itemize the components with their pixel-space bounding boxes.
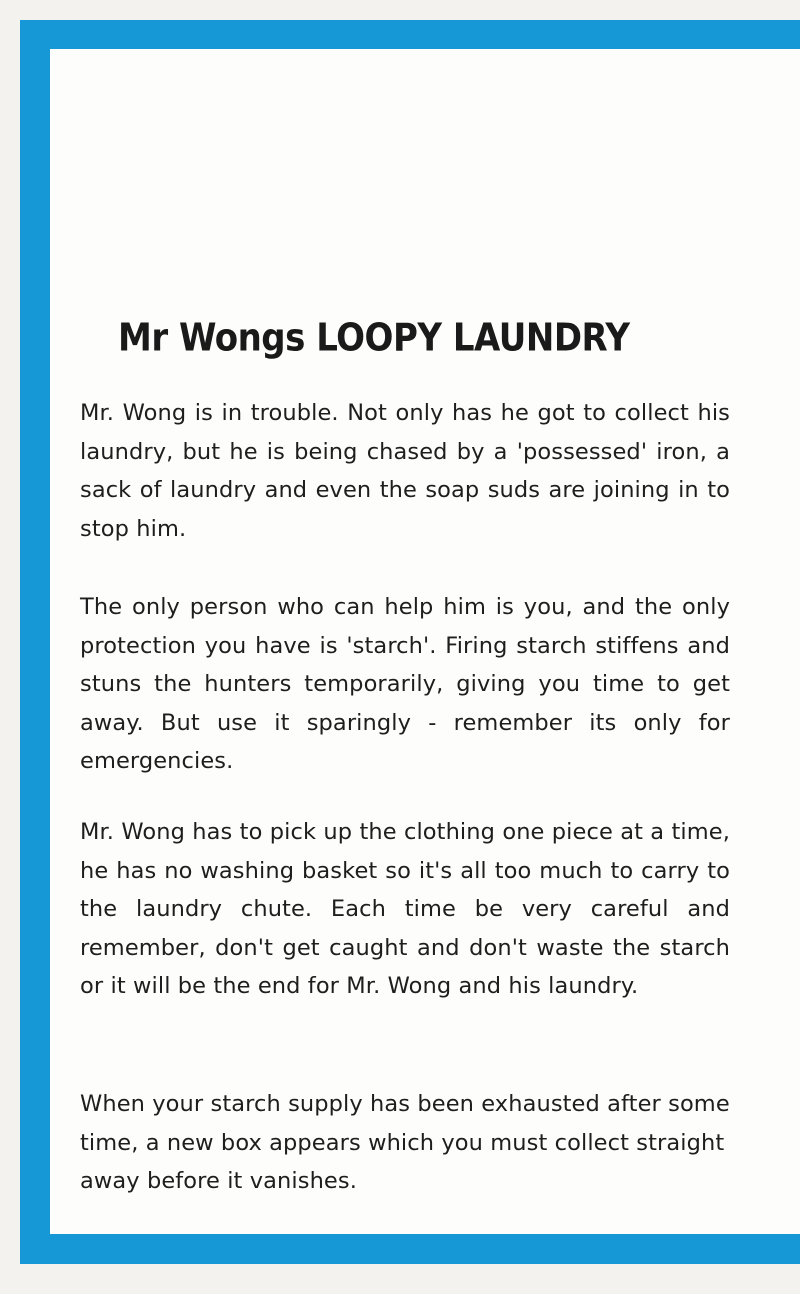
paragraph-story: Mr. Wong is in trouble. Not only has he got to collect his laundry, but he is being chased by a 'possessed' iron, a sack of laundry and even the soap suds are joining in to stop him. [80, 400, 730, 542]
paragraph-starch: The only person who can help him is you, and the only protection you have is 'starch'. Firing starch stiffens and stuns the hunters temporarily, giving you time to get away. But use it sparingly - remember its only for emergencies. [80, 594, 730, 774]
page-title: Mr Wongs LOOPY LAUNDRY [118, 316, 630, 361]
paragraph-objective: Mr. Wong has to pick up the clothing one piece at a time, he has no washing basket so it's all too much to carry to the laundry chute. Each time be very careful and remember, don't get caught and don't waste the starch or it will be the end for Mr. Wong and his laundry. [80, 819, 730, 999]
paragraph-starch-supply: When your starch supply has been exhausted after some time, a new box appears which you must collect straight away before it vanishes. [80, 1091, 730, 1194]
